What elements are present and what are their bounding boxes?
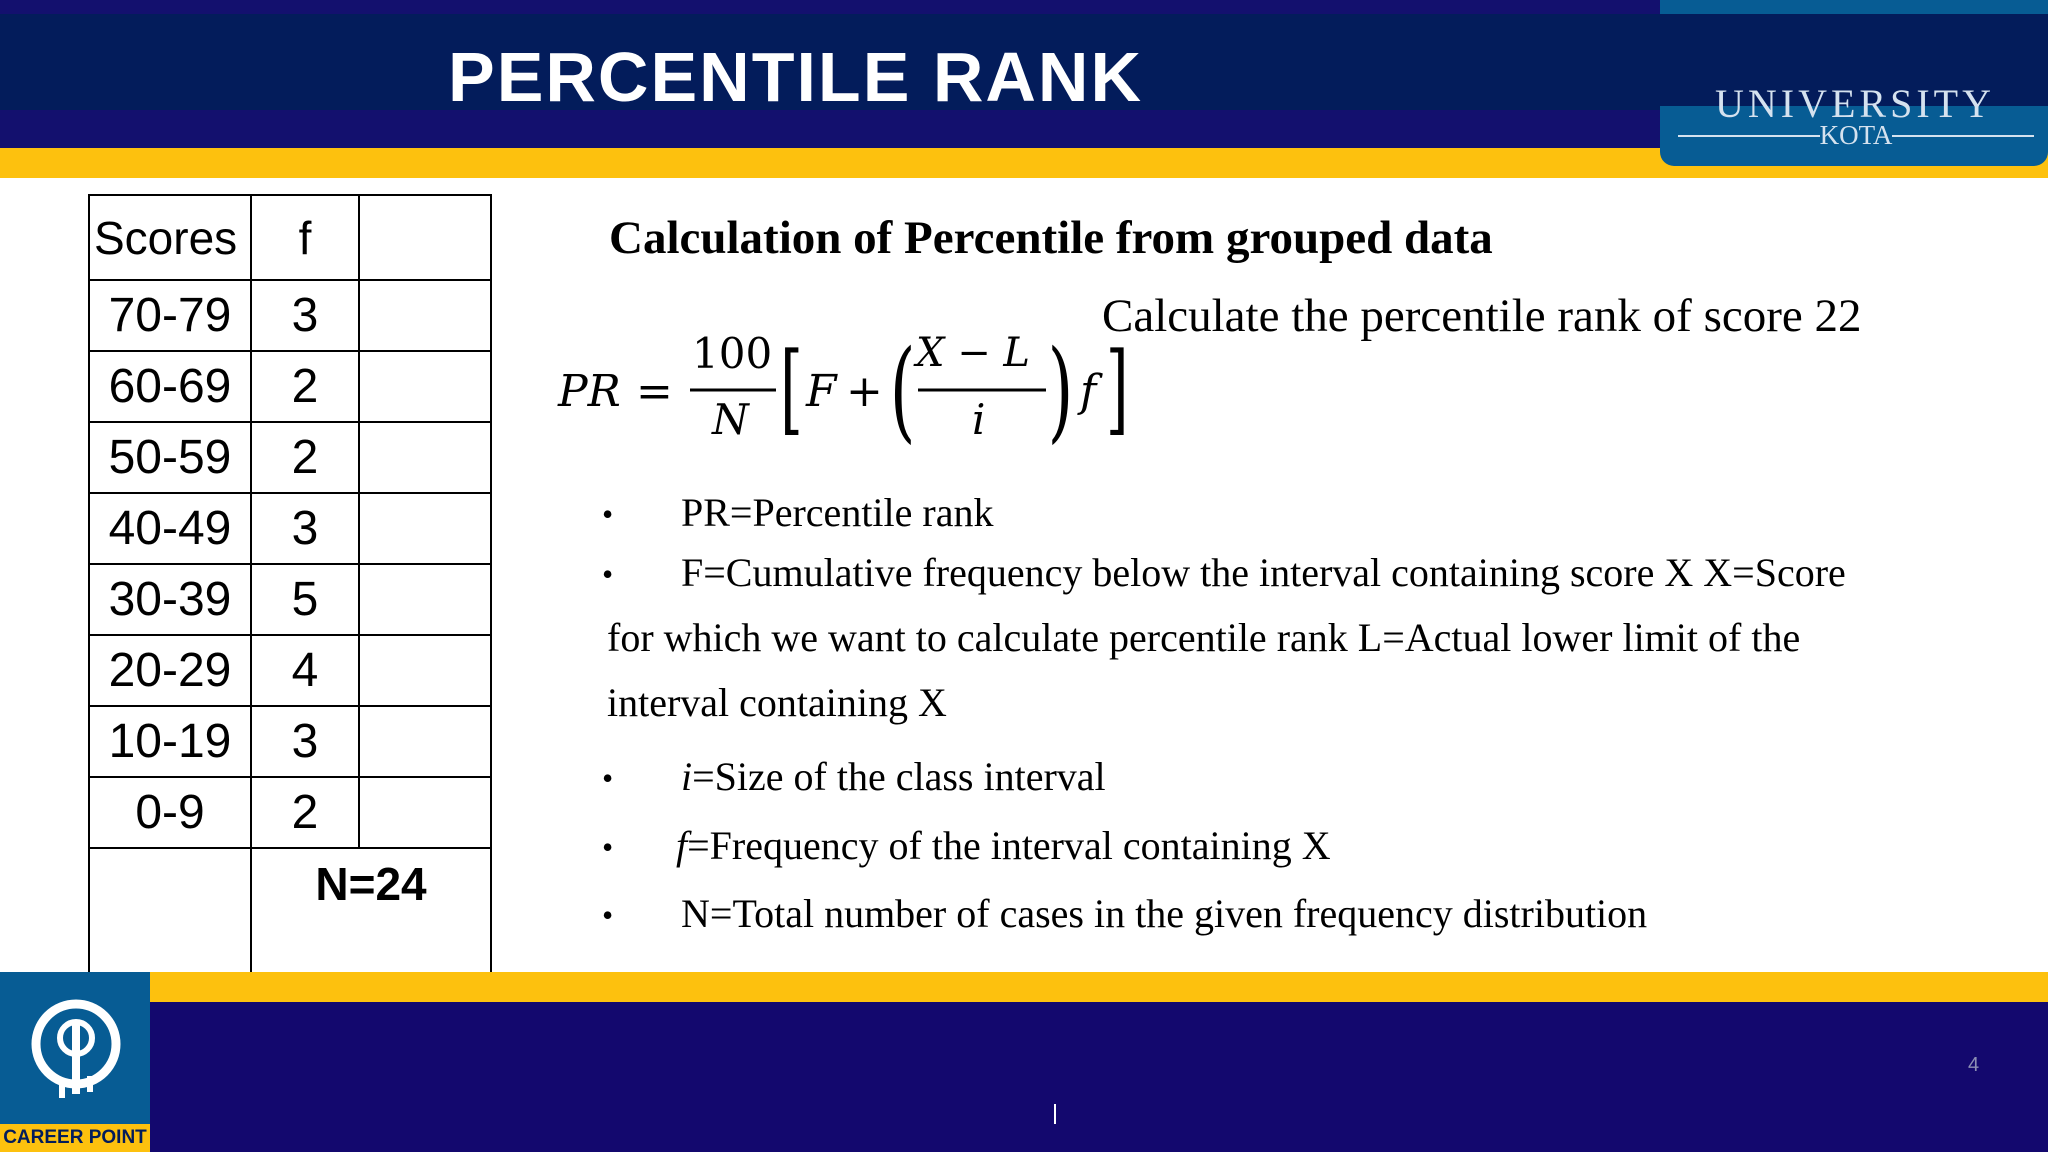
percentile-rank-formula [552,322,1132,462]
table-row [89,493,491,564]
frequency-cell: 4 [251,635,359,706]
frequency-cell: 3 [251,493,359,564]
empty-cell [359,777,491,848]
formula-bracket-left: [ [780,332,803,447]
frequency-table [88,194,492,975]
page-number: 4 [1968,1054,1980,1076]
frequency-cell: 3 [251,706,359,777]
empty-cell [359,351,491,422]
question-text: Calculate the percentile rank of score 22 [1102,290,1862,342]
empty-cell [359,635,491,706]
empty-cell [359,422,491,493]
score-interval: 50-59 [89,422,251,493]
bullet-marker: • [602,760,614,796]
header-scores: Scores [89,195,251,280]
logo-rule-left [1678,135,1820,137]
table-row [89,564,491,635]
definition-n: N=Total number of cases in the given frequency distribution [681,891,1648,936]
formula-numerator: 100 [692,329,773,378]
score-interval: 60-69 [89,351,251,422]
definition-F-line3: interval containing X [607,680,947,725]
formula-inner-numerator: X − L [916,330,1030,376]
header-f: f [251,195,359,280]
section-heading: Calculation of Percentile from grouped data [609,212,1493,264]
formula-plus: + [846,366,883,417]
table-row [89,280,491,351]
definition-i-text: =Size of the class interval [692,754,1106,799]
footer-band [0,1002,2048,1152]
score-interval: 0-9 [89,777,251,848]
page-title: PERCENTILE RANK [448,38,1144,116]
definition-f [676,822,1331,870]
frequency-cell: 2 [251,422,359,493]
definition-F-line2: for which we want to calculate percentile rank L=Actual lower limit of the [607,615,1801,660]
score-interval: 20-29 [89,635,251,706]
symbol-i: i [681,754,693,799]
empty-cell [359,493,491,564]
score-interval: 10-19 [89,706,251,777]
logo-rule-right [1892,135,2034,137]
table-row [89,635,491,706]
empty-cell [359,706,491,777]
table-row [89,777,491,848]
total-n: N=24 [251,848,491,974]
career-point-emblem-icon [0,972,150,1122]
brand-name: CAREER POINT [0,1124,150,1152]
formula-F: F [806,366,837,417]
bullet-marker: • [602,556,614,592]
career-point-logo [0,972,150,1152]
frequency-cell: 2 [251,351,359,422]
frequency-cell: 5 [251,564,359,635]
table-row [89,351,491,422]
bullet-marker: • [602,829,614,865]
frequency-cell: 3 [251,280,359,351]
logo-city: KOTA [1819,120,1893,150]
table-row [89,706,491,777]
empty-cell [359,564,491,635]
empty-cell [89,848,251,974]
score-interval: 40-49 [89,493,251,564]
formula-f: f [1080,366,1097,417]
definition-pr: PR=Percentile rank [681,490,994,535]
formula-bracket-right: ] [1105,332,1129,447]
text-cursor-mark [1054,1104,1056,1124]
header-empty [359,195,491,280]
formula-paren-right: ) [1047,327,1074,455]
definition-F-line1: F=Cumulative frequency below the interval containing score X X=Score [681,550,1846,595]
university-logo [1660,0,2048,166]
logo-cut-text: UNIVERSITY [1715,81,1995,126]
formula-inner-denominator: i [972,395,986,444]
score-interval: 30-39 [89,564,251,635]
formula-equals: = [636,366,673,417]
formula-pr: PR [558,366,621,417]
formula-denominator: N [712,395,749,444]
definition-f-text: =Frequency of the interval containing X [687,823,1331,868]
table-header-row [89,195,491,280]
definition-i [681,753,1106,801]
table-total-row [89,848,491,974]
empty-cell [359,280,491,351]
footer-accent-stripe [0,972,2048,1002]
score-interval: 70-79 [89,280,251,351]
table-row [89,422,491,493]
formula-paren-left: ( [889,327,916,455]
frequency-cell: 2 [251,777,359,848]
symbol-f: f [676,823,688,868]
bullet-marker: • [602,496,614,532]
bullet-marker: • [602,897,614,933]
